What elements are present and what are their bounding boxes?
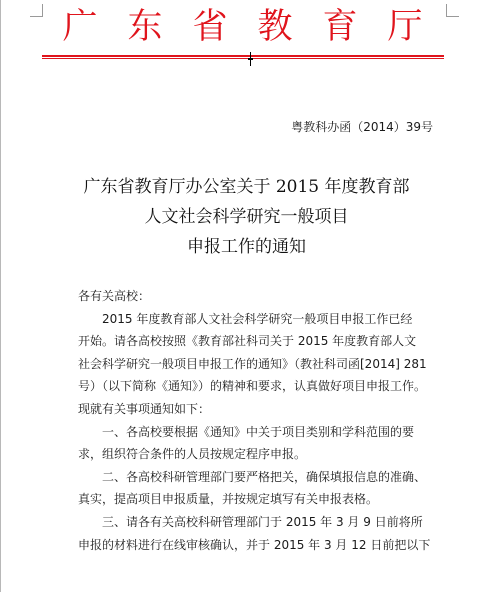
title-line-2: 人文社会科学研究一般项目 — [144, 207, 349, 227]
paragraph-line: 社会科学研究一般项目申报工作的通知》（教社科司函[2014] 281 — [78, 356, 427, 371]
letterhead-rule-thin — [42, 58, 444, 59]
text-cursor — [250, 52, 251, 66]
paragraph-line: 开始。请各高校按照《教育部社科司关于 2015 年度教育部人文 — [78, 334, 417, 349]
paragraph-item-3 — [78, 511, 438, 556]
paragraph-line: 求，组织符合条件的人员按规定程序申报。 — [78, 447, 307, 462]
letterhead-title: 广东省教育厅 — [62, 7, 453, 47]
paragraph-line: 一、各高校要根据《通知》中关于项目类别和学科范围的要 — [102, 424, 415, 439]
letterhead-rule-thick — [42, 55, 444, 57]
paragraph-line: 三、请各有关高校科研管理部门于 2015 年 3 月 9 日前将所 — [102, 514, 423, 529]
paragraph-intro — [78, 308, 438, 421]
page-edge — [0, 0, 1, 592]
paragraph-line: 现就有关事项通知如下： — [78, 401, 211, 416]
paragraph-item-2 — [78, 466, 438, 511]
salutation: 各有关高校： — [78, 289, 151, 303]
title-line-1: 广东省教育厅办公室关于 2015 年度教育部 — [83, 177, 410, 197]
document-number: 粤教科办函（2014）39号 — [291, 120, 433, 134]
paragraph-line: 真实，提高项目申报质量，并按规定填写有关申报表格。 — [78, 492, 379, 507]
document-body — [78, 285, 438, 556]
document-title — [0, 172, 493, 262]
paragraph-line: 号）（以下简称《通知》）的精神和要求，认真做好项目申报工作。 — [78, 379, 427, 394]
paragraph-item-1 — [78, 421, 438, 466]
title-line-3: 申报工作的通知 — [187, 237, 306, 257]
paragraph-line: 2015 年度教育部人文社会科学研究一般项目申报工作已经 — [102, 311, 413, 326]
paragraph-line: 二、各高校科研管理部门要严格把关，确保填报信息的准确、 — [102, 469, 427, 484]
paragraph-line: 申报的材料进行在线审核确认，并于 2015 年 3 月 12 日前把以下 — [78, 537, 431, 552]
